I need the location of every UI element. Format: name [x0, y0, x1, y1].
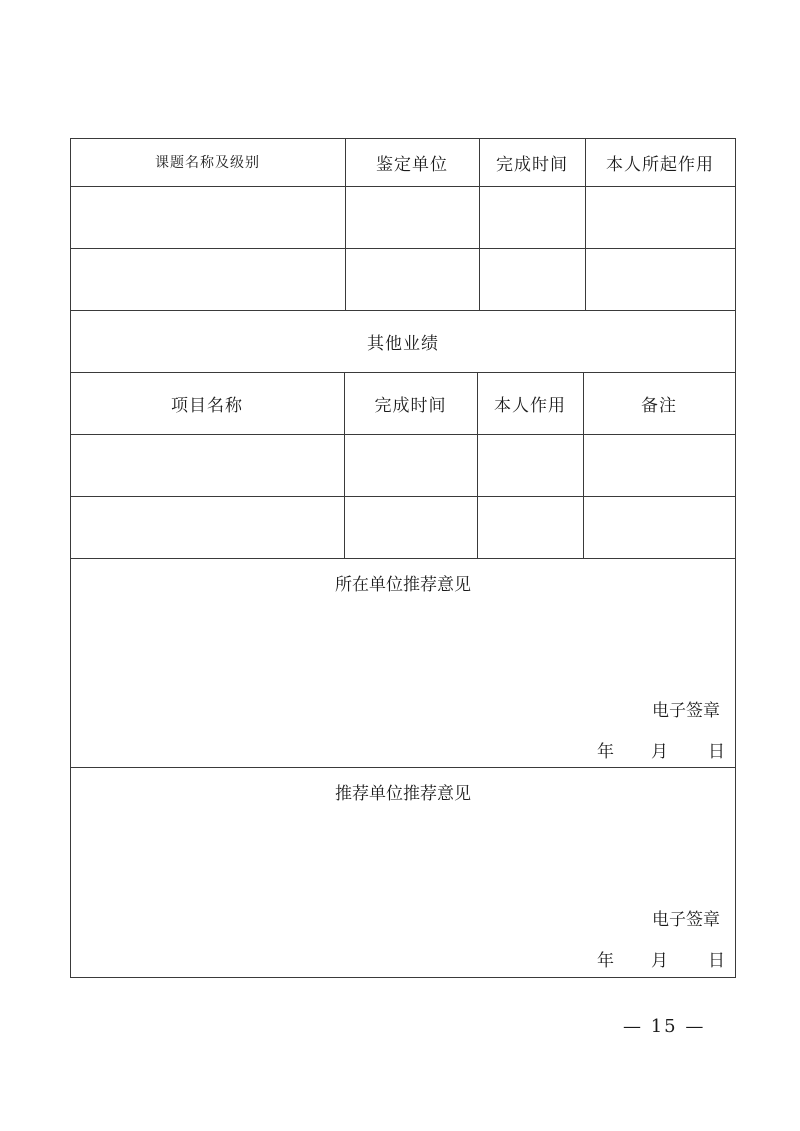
unit-opinion-day: 日	[708, 742, 725, 762]
table-cell[interactable]	[71, 497, 344, 558]
table-cell[interactable]	[346, 187, 479, 248]
other-achievements-title: 其他业绩	[367, 333, 439, 354]
row-divider	[70, 767, 736, 768]
table-cell[interactable]	[584, 497, 735, 558]
table-cell[interactable]	[480, 249, 585, 310]
page-number: — 15 —	[623, 1016, 706, 1037]
table-cell[interactable]	[71, 435, 344, 496]
recommender-opinion-area[interactable]	[90, 810, 710, 900]
table-cell[interactable]	[71, 187, 345, 248]
header-project-name-level: 课题名称及级别	[155, 155, 260, 171]
header-appraisal-unit: 鉴定单位	[376, 154, 448, 175]
table-cell[interactable]	[584, 435, 735, 496]
unit-opinion-area[interactable]	[90, 600, 710, 690]
table-cell[interactable]	[480, 187, 585, 248]
header-completion-time: 完成时间	[496, 154, 568, 175]
recommender-opinion-signature: 电子签章	[652, 910, 720, 930]
unit-opinion-year: 年	[597, 742, 614, 762]
header-completion-time: 完成时间	[374, 395, 447, 416]
unit-opinion-title: 所在单位推荐意见	[335, 575, 471, 595]
recommender-opinion-month: 月	[651, 951, 668, 971]
header-item-name: 项目名称	[171, 395, 243, 416]
table-cell[interactable]	[345, 497, 477, 558]
table-cell[interactable]	[586, 249, 735, 310]
table-cell[interactable]	[71, 249, 345, 310]
row-divider	[70, 558, 736, 559]
table-cell[interactable]	[346, 249, 479, 310]
table-cell[interactable]	[478, 497, 583, 558]
header-remarks: 备注	[641, 395, 677, 416]
table-cell[interactable]	[586, 187, 735, 248]
header-personal-role: 本人作用	[494, 395, 566, 416]
table-cell[interactable]	[345, 435, 477, 496]
unit-opinion-month: 月	[651, 742, 668, 762]
recommender-opinion-day: 日	[708, 951, 725, 971]
header-personal-role: 本人所起作用	[606, 154, 714, 175]
form-bottom-border	[70, 977, 736, 978]
recommender-opinion-title: 推荐单位推荐意见	[335, 784, 471, 804]
table-cell[interactable]	[478, 435, 583, 496]
unit-opinion-signature: 电子签章	[652, 701, 720, 721]
recommender-opinion-year: 年	[597, 951, 614, 971]
